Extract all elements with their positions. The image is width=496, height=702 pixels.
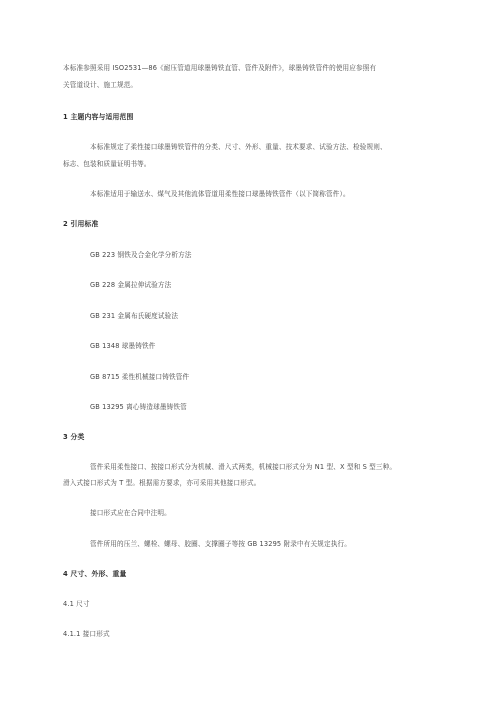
section-1-heading: 1 主题内容与适用范围 bbox=[63, 113, 134, 121]
subsection-4-1-1: 4.1.1 接口形式 bbox=[63, 630, 110, 638]
section-1-para-1-line-2: 标志、包装和质量证明书等。 bbox=[63, 160, 151, 168]
reference-item-4: GB 1348 球墨铸铁件 bbox=[90, 342, 156, 350]
section-4-heading: 4 尺寸、外形、重量 bbox=[63, 570, 127, 578]
section-3-para-1-line-2: 滑入式接口形式为 T 型。根据需方要求，亦可采用其他接口形式。 bbox=[63, 479, 261, 487]
section-2-heading: 2 引用标准 bbox=[63, 220, 99, 228]
reference-item-3: GB 231 金属布氏硬度试验法 bbox=[90, 312, 179, 320]
subsection-4-1: 4.1 尺寸 bbox=[63, 600, 90, 608]
section-3-para-2: 接口形式应在合同中注明。 bbox=[90, 509, 171, 517]
section-3-para-3: 管件所用的压兰、螺栓、螺母、胶圈、支撑圈子等按 GB 13295 附录中有关规定执行。 bbox=[90, 540, 351, 548]
reference-item-2: GB 228 金属拉伸试验方法 bbox=[90, 281, 172, 289]
section-1-para-2: 本标准适用于输送水、煤气及其他流体管道用柔性接口球墨铸铁管件（以下简称管件）。 bbox=[90, 190, 350, 198]
reference-item-6: GB 13295 离心铸造球墨铸铁管 bbox=[90, 403, 187, 411]
section-3-heading: 3 分类 bbox=[63, 433, 85, 441]
section-3-para-1-line-1: 管件采用柔性接口、按接口形式分为机械、滑入式两类，机械接口形式分为 N1 型、X 型和 S 型三种。 bbox=[90, 463, 397, 471]
intro-line-2: 关管道设计、施工规范。 bbox=[63, 81, 138, 89]
intro-line-1: 本标准参照采用 ISO2531—86《耐压管道用球墨铸铁直管、管件及附件》，球墨铸铁管件的使用应参照有 bbox=[63, 64, 377, 72]
reference-item-1: GB 223 钢铁及合金化学分析方法 bbox=[90, 251, 192, 259]
section-1-para-1-line-1: 本标准规定了柔性接口球墨铸铁管件的分类、尺寸、外形、重量、技术要求、试验方法、检验规则、 bbox=[90, 143, 387, 151]
reference-item-5: GB 8715 柔性机械接口铸铁管件 bbox=[90, 373, 190, 381]
